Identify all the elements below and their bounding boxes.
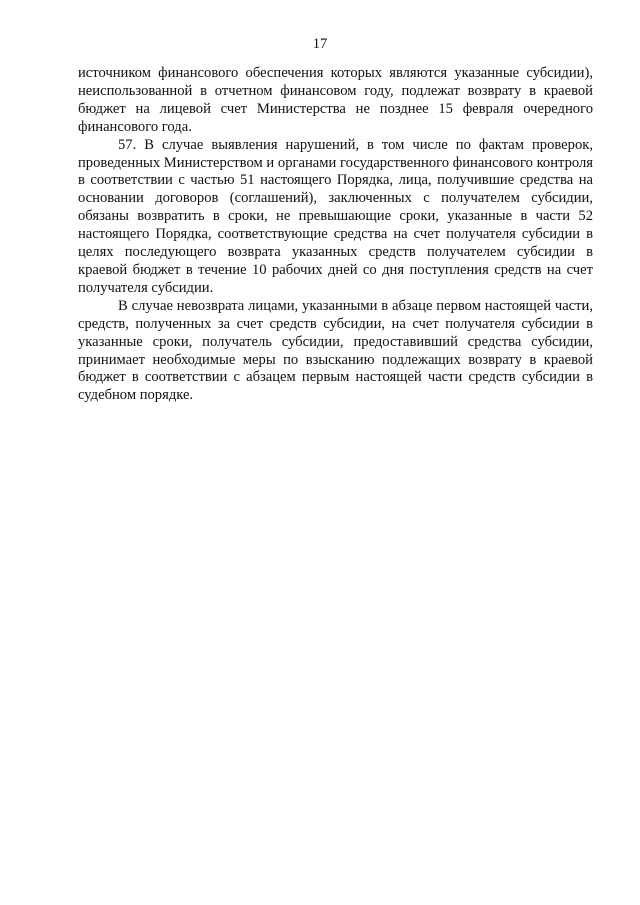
page-number: 17	[312, 36, 328, 52]
paragraph-continuation: источником финансового обеспечения которых являются указанные субсидии), неиспользованной в отчетном финансовом году, подлежат возврату в краевой бюджет на лицевой счет Министерства не позднее 15 февраля очередного финансового года.	[78, 65, 593, 135]
document-body	[78, 65, 593, 405]
paragraph-nonreturn: В случае невозврата лицами, указанными в абзаце первом настоящей части, средств, полученных за счет средств субсидии, на счет получателя субсидии в указанные сроки, получатель субсидии, предоставивший средства субсидии, принимает необходимые меры по взысканию подлежащих возврату в краевой бюджет в соответствии с абзацем первым настоящей части средств субсидии в судебном порядке.	[78, 297, 593, 404]
paragraph-item-57: 57. В случае выявления нарушений, в том числе по фактам проверок, проведенных Министерством и органами государственного финансового контроля в соответствии с частью 51 настоящего Порядка, лица, получившие средства на основании договоров (соглашений), заключенных с получателем субсидии, обязаны возвратить в сроки, не превышающие сроки, указанные в части 52 настоящего Порядка, соответствующие средства на счет получателя субсидии в целях последующего возврата указанных средств получателем субсидии в краевой бюджет в течение 10 рабочих дней со дня поступления средств на счет получателя субсидии.	[78, 136, 593, 296]
